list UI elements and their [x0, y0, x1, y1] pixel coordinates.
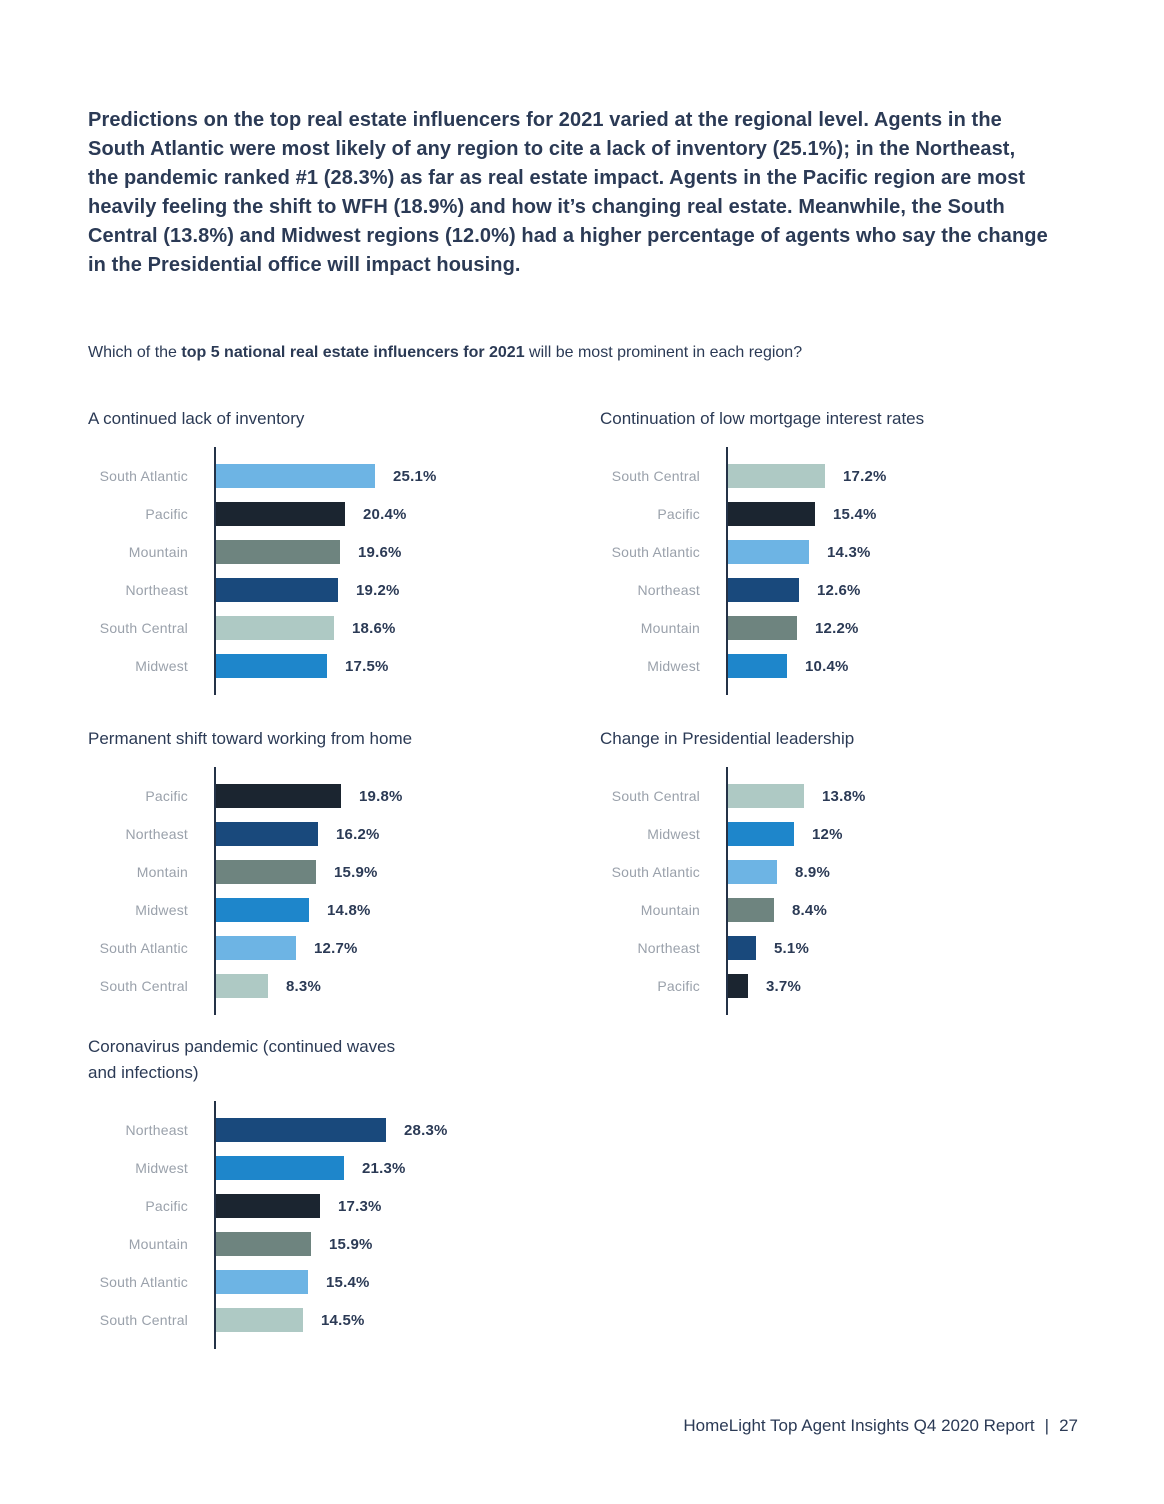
category-label: Mountain [640, 902, 700, 918]
bar-track [216, 784, 403, 808]
bar-row [600, 495, 1100, 533]
value-label: 28.3% [404, 1121, 448, 1139]
category-label: Mountain [128, 544, 188, 560]
footer-separator: | [1044, 1416, 1050, 1435]
bar-track [728, 578, 861, 602]
value-label: 16.2% [336, 825, 380, 843]
bar-row [88, 647, 588, 685]
chart-presidential-leadership [600, 726, 1100, 1015]
bar-row [600, 533, 1100, 571]
bar [216, 974, 268, 998]
bar-plot [88, 447, 588, 695]
bar-track [728, 898, 827, 922]
category-label: Midwest [135, 658, 188, 674]
bar [216, 936, 296, 960]
bar-plot [600, 447, 1100, 695]
category-label: Pacific [657, 506, 700, 522]
bar [728, 898, 774, 922]
bar-row [88, 967, 588, 1005]
bar-track [728, 502, 877, 526]
axis-line [214, 767, 216, 1015]
bar [216, 1232, 311, 1256]
value-label: 17.2% [843, 467, 887, 485]
bar [216, 654, 327, 678]
category-label: South Atlantic [99, 940, 188, 956]
bar [216, 860, 316, 884]
bar-track [728, 784, 866, 808]
question-text [88, 344, 1068, 362]
axis-line [214, 447, 216, 695]
value-label: 19.6% [358, 543, 402, 561]
value-label: 8.4% [792, 901, 827, 919]
bar-track [216, 1194, 382, 1218]
axis-line [726, 447, 728, 695]
value-label: 19.2% [356, 581, 400, 599]
bar-row [88, 853, 588, 891]
value-label: 14.3% [827, 543, 871, 561]
bar-track [216, 898, 371, 922]
bar [216, 784, 341, 808]
bar [728, 616, 797, 640]
value-label: 17.5% [345, 657, 389, 675]
bar-track [216, 540, 402, 564]
footer [683, 1416, 1078, 1436]
category-label: Midwest [647, 658, 700, 674]
bar-track [216, 974, 321, 998]
bar-track [216, 1156, 406, 1180]
bar [216, 822, 318, 846]
bar-row [600, 891, 1100, 929]
bar-track [216, 822, 380, 846]
bar-row [88, 1301, 588, 1339]
bar-track [728, 822, 843, 846]
bar-track [216, 936, 358, 960]
category-label: Northeast [125, 826, 188, 842]
value-label: 13.8% [822, 787, 866, 805]
category-label: South Central [99, 620, 188, 636]
bar-row [88, 571, 588, 609]
value-label: 25.1% [393, 467, 437, 485]
bar [216, 502, 345, 526]
value-label: 14.5% [321, 1311, 365, 1329]
bar-row [600, 967, 1100, 1005]
category-label: Midwest [135, 1160, 188, 1176]
bar-track [216, 1308, 365, 1332]
bar-track [216, 1270, 370, 1294]
value-label: 3.7% [766, 977, 801, 995]
intro-paragraph: Predictions on the top real estate influencers for 2021 varied at the regional level. Agents in the South Atlantic were most likely of any region to cite a lack of inventory (25.1%); in the Northeast, the pandemic ranked #1 (28.3%) as far as real estate impact. Agents in the Pacific region are most heavily feeling the shift to WFH (18.9%) and how it’s changing real estate. Meanwhile, the South Central (13.8%) and Midwest regions (12.0%) had a higher percentage of agents who say the change in the Presidential office will impact housing. [88, 109, 1048, 276]
category-label: South Central [99, 1312, 188, 1328]
bar-row [88, 1149, 588, 1187]
bar [728, 654, 787, 678]
bar-track [216, 578, 400, 602]
footer-page-number: 27 [1059, 1416, 1078, 1435]
bar [728, 540, 809, 564]
value-label: 12.7% [314, 939, 358, 957]
bar-row [88, 457, 588, 495]
chart-title: Change in Presidential leadership [600, 729, 855, 748]
bar [728, 936, 756, 960]
value-label: 17.3% [338, 1197, 382, 1215]
bar [216, 464, 375, 488]
bar-row [600, 929, 1100, 967]
bar-track [728, 616, 859, 640]
bar [216, 616, 334, 640]
bar [216, 540, 340, 564]
bar-row [88, 1187, 588, 1225]
bar-row [88, 533, 588, 571]
bar-track [216, 502, 407, 526]
bar [216, 578, 338, 602]
bar-track [216, 616, 396, 640]
value-label: 15.4% [833, 505, 877, 523]
chart-title: A continued lack of inventory [88, 409, 305, 428]
bar-row [88, 1225, 588, 1263]
bar [216, 1270, 308, 1294]
axis-line [726, 767, 728, 1015]
footer-text: HomeLight Top Agent Insights Q4 2020 Report [683, 1416, 1035, 1435]
bar [728, 578, 799, 602]
category-label: Mountain [640, 620, 700, 636]
chart-title: Continuation of low mortgage interest rates [600, 409, 925, 428]
bar-row [600, 647, 1100, 685]
category-label: Pacific [145, 788, 188, 804]
value-label: 19.8% [359, 787, 403, 805]
value-label: 15.9% [334, 863, 378, 881]
category-label: Midwest [647, 826, 700, 842]
category-label: Northeast [125, 582, 188, 598]
category-label: South Atlantic [611, 864, 700, 880]
category-label: Montain [136, 864, 188, 880]
bar [216, 1308, 303, 1332]
bar-plot [600, 767, 1100, 1015]
bar-track [216, 1118, 448, 1142]
bar-row [600, 457, 1100, 495]
bar-row [88, 815, 588, 853]
bar-row [600, 571, 1100, 609]
bar-row [88, 495, 588, 533]
bar [728, 502, 815, 526]
chart-title: Coronavirus pandemic (continued waves and infections) [88, 1037, 396, 1082]
category-label: South Central [611, 788, 700, 804]
value-label: 20.4% [363, 505, 407, 523]
chart-title: Permanent shift toward working from home [88, 729, 413, 748]
bar [728, 784, 804, 808]
bar-track [728, 936, 809, 960]
bar-row [600, 853, 1100, 891]
bar [728, 464, 825, 488]
value-label: 12.2% [815, 619, 859, 637]
bar [728, 974, 748, 998]
value-label: 8.9% [795, 863, 830, 881]
value-label: 21.3% [362, 1159, 406, 1177]
chart-work-from-home [88, 726, 588, 1015]
bar-row [88, 1111, 588, 1149]
category-label: Northeast [637, 582, 700, 598]
bar-row [600, 609, 1100, 647]
bar-row [88, 609, 588, 647]
category-label: Northeast [125, 1122, 188, 1138]
value-label: 10.4% [805, 657, 849, 675]
bar-row [88, 929, 588, 967]
category-label: South Atlantic [99, 468, 188, 484]
bar-track [728, 654, 849, 678]
bar [216, 1118, 386, 1142]
question-prefix: Which of the [88, 344, 182, 361]
chart-coronavirus-pandemic [88, 1034, 588, 1349]
bar-plot [88, 1101, 588, 1349]
chart-lack-of-inventory [88, 406, 588, 695]
bar [728, 860, 777, 884]
category-label: Pacific [145, 506, 188, 522]
bar-track [216, 464, 437, 488]
value-label: 12% [812, 825, 843, 843]
value-label: 14.8% [327, 901, 371, 919]
chart-low-mortgage-rates [600, 406, 1100, 695]
category-label: South Atlantic [99, 1274, 188, 1290]
bar-track [728, 540, 871, 564]
axis-line [214, 1101, 216, 1349]
bar-row [600, 777, 1100, 815]
value-label: 8.3% [286, 977, 321, 995]
category-label: Pacific [145, 1198, 188, 1214]
category-label: Mountain [128, 1236, 188, 1252]
bar-track [216, 654, 389, 678]
value-label: 12.6% [817, 581, 861, 599]
bar [216, 1194, 320, 1218]
bar-row [88, 891, 588, 929]
category-label: South Atlantic [611, 544, 700, 560]
bar-track [728, 464, 887, 488]
bar-track [728, 860, 830, 884]
category-label: Pacific [657, 978, 700, 994]
bar [216, 898, 309, 922]
bar-row [88, 1263, 588, 1301]
value-label: 15.4% [326, 1273, 370, 1291]
category-label: Midwest [135, 902, 188, 918]
question-suffix: will be most prominent in each region? [524, 344, 803, 361]
value-label: 5.1% [774, 939, 809, 957]
value-label: 15.9% [329, 1235, 373, 1253]
bar-row [88, 777, 588, 815]
category-label: South Central [99, 978, 188, 994]
value-label: 18.6% [352, 619, 396, 637]
bar-track [216, 860, 378, 884]
category-label: South Central [611, 468, 700, 484]
category-label: Northeast [637, 940, 700, 956]
bar [728, 822, 794, 846]
bar [216, 1156, 344, 1180]
question-bold: top 5 national real estate influencers for 2021 [181, 344, 525, 361]
bar-row [600, 815, 1100, 853]
bar-plot [88, 767, 588, 1015]
bar-track [728, 974, 801, 998]
bar-track [216, 1232, 373, 1256]
